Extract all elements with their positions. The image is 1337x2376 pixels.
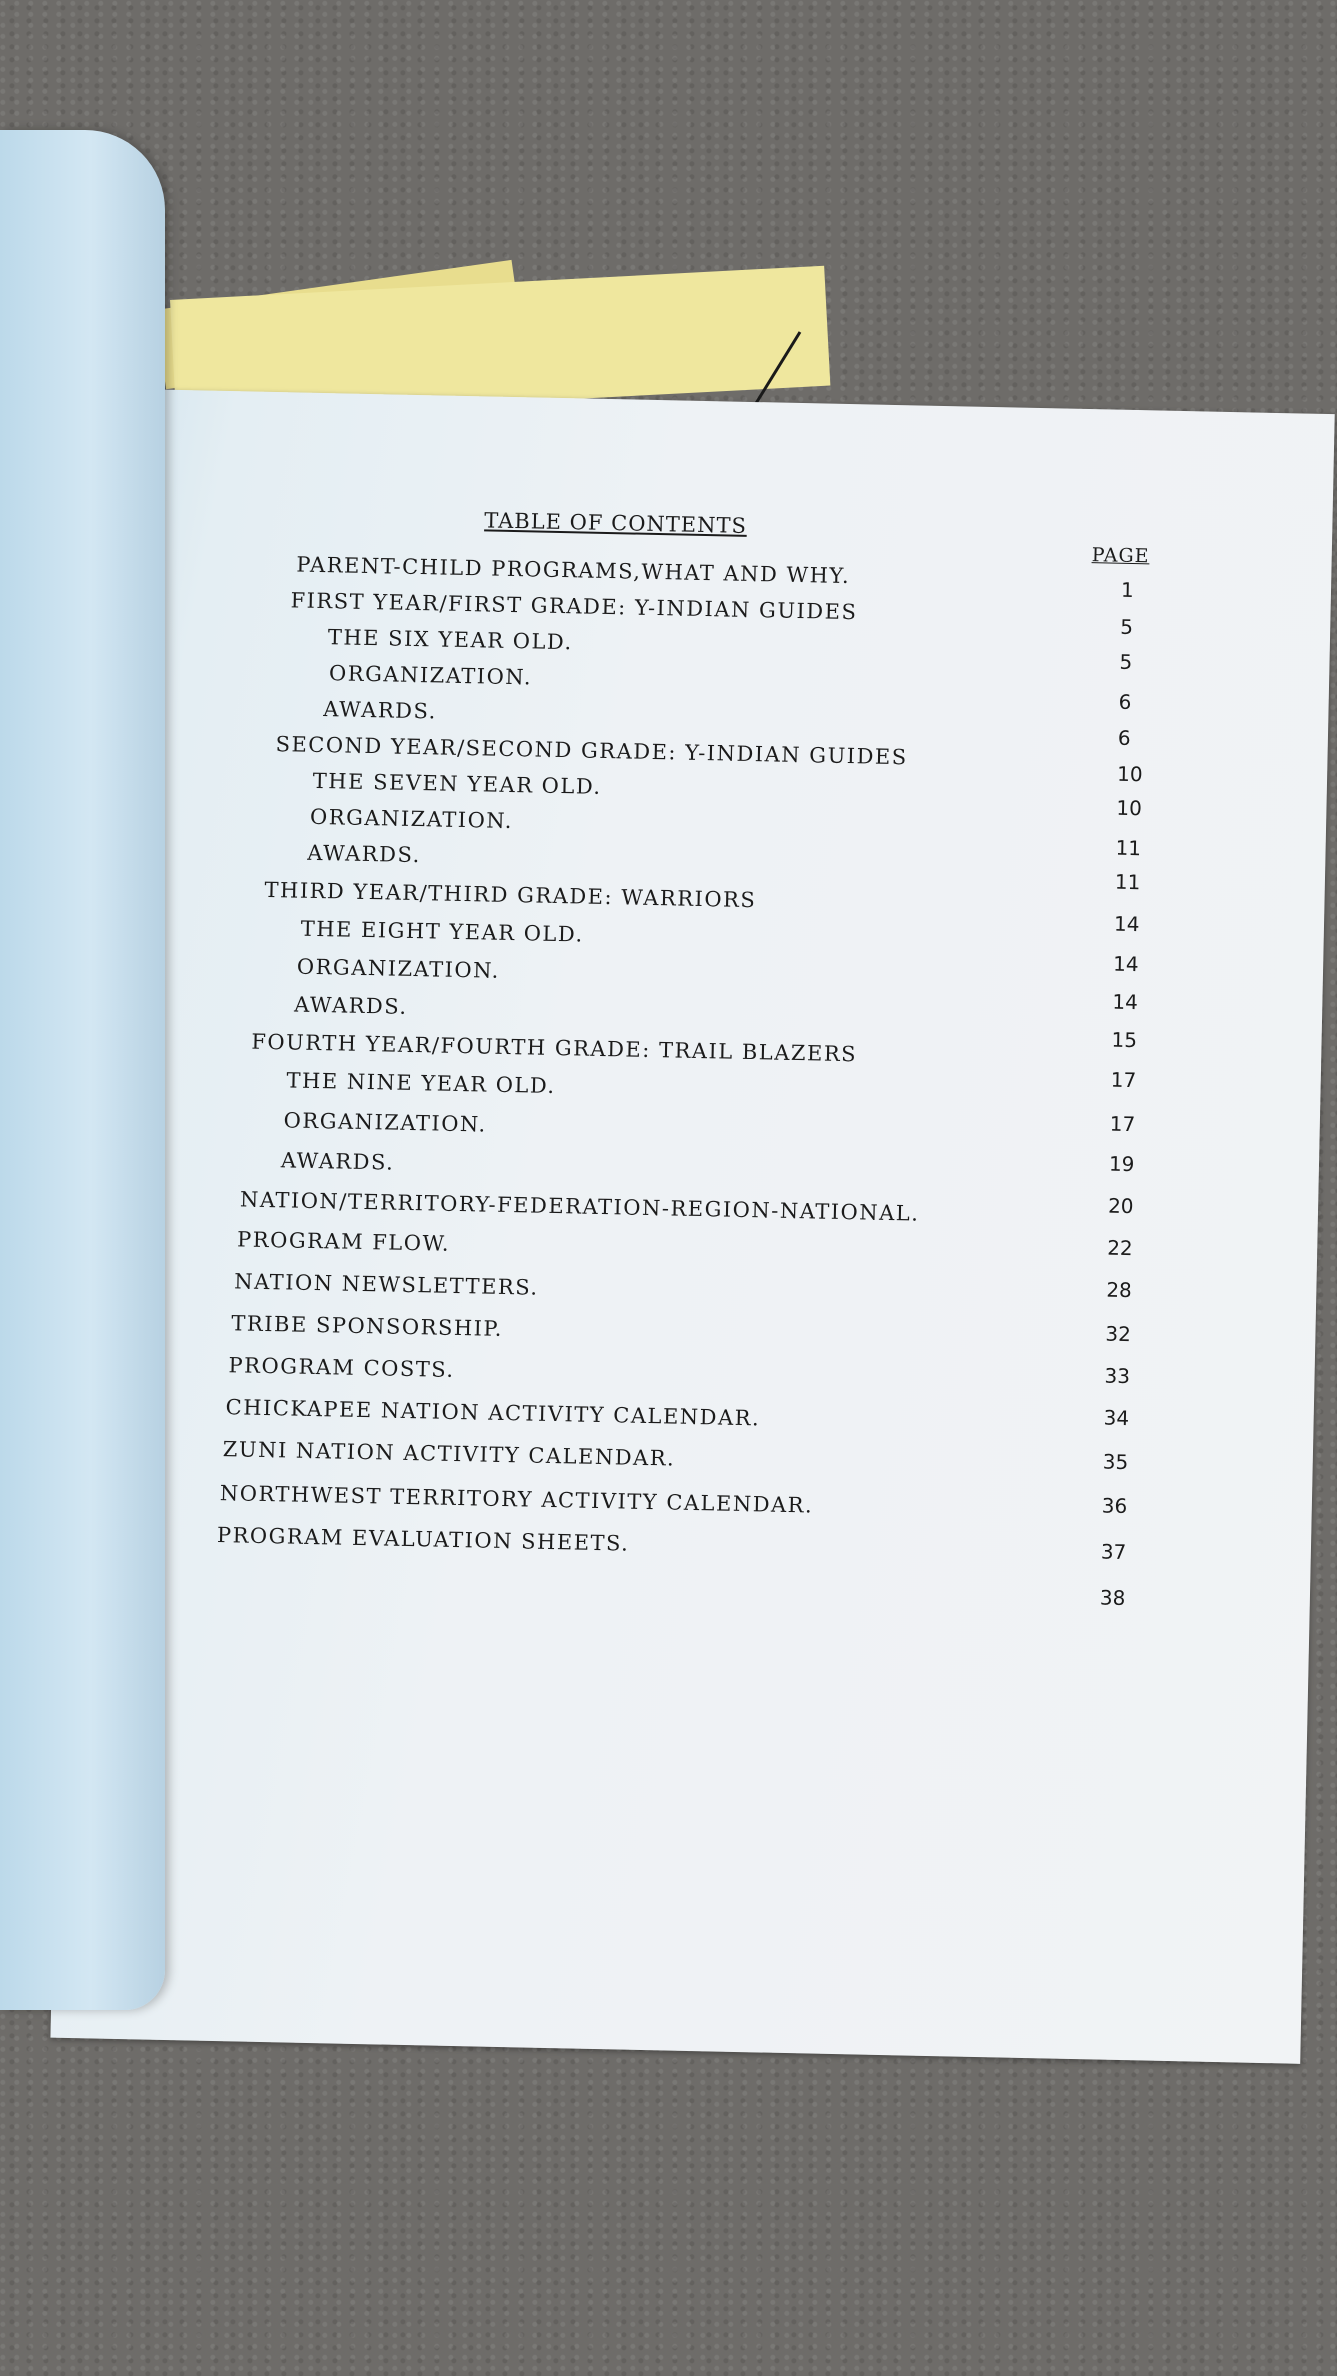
toc-entry-label: AWARDS. (307, 840, 422, 868)
toc-entry-label: AWARDS. (323, 697, 438, 724)
toc-entry-page: 22 (1106, 1235, 1133, 1261)
toc-entry-page: 19 (1108, 1151, 1135, 1177)
toc-entry-label: ORGANIZATION. (283, 1108, 487, 1137)
toc-entry-page: 10 (1116, 795, 1143, 821)
document-page (50, 388, 1334, 2064)
toc-entry-label: ZUNI NATION ACTIVITY CALENDAR. (222, 1437, 676, 1471)
toc-entry-page: 14 (1112, 989, 1139, 1015)
toc-entry-label: ORGANIZATION. (309, 804, 514, 834)
toc-entry-label: AWARDS. (293, 992, 408, 1019)
toc-entry-page: 14 (1113, 911, 1140, 937)
toc-entry-label: PROGRAM EVALUATION SHEETS. (216, 1523, 630, 1556)
page-column-header: PAGE (1091, 544, 1150, 568)
toc-entry-label: PROGRAM FLOW. (236, 1227, 451, 1256)
toc-entry-page: 5 (1119, 649, 1133, 674)
toc-entry-page: 36 (1101, 1493, 1128, 1519)
toc-entry-page: 17 (1110, 1067, 1137, 1093)
toc-entry-page: 32 (1105, 1321, 1132, 1347)
toc-entry-label: THE SIX YEAR OLD. (327, 625, 573, 655)
toc-entry-label: ORGANIZATION. (296, 954, 501, 983)
toc-entry-page: 6 (1118, 689, 1132, 714)
toc-entry-label: THE NINE YEAR OLD. (286, 1068, 556, 1099)
toc-entry-label: PROGRAM COSTS. (228, 1353, 455, 1382)
toc-entry-label: ORGANIZATION. (328, 661, 533, 690)
toc-entry-label: THIRD YEAR/THIRD GRADE: WARRIORS (264, 877, 757, 913)
toc-entry-page: 6 (1117, 725, 1131, 750)
toc-entry-label: THE EIGHT YEAR OLD. (300, 916, 584, 947)
toc-entry-label: AWARDS. (280, 1148, 395, 1175)
toc-entry-page: 11 (1115, 835, 1142, 861)
toc-entry-page: 11 (1114, 869, 1141, 895)
toc-entry-page: 34 (1103, 1405, 1130, 1431)
toc-entry-page: 15 (1111, 1027, 1138, 1053)
toc-entry-label: NATION/TERRITORY-FEDERATION-REGION-NATIONAL. (239, 1187, 920, 1226)
toc-entry-page: 28 (1106, 1277, 1133, 1303)
toc-entry-label: PARENT-CHILD PROGRAMS,WHAT AND WHY. (296, 552, 851, 589)
toc-entry-label: TRIBE SPONSORSHIP. (231, 1311, 504, 1341)
toc-entry-page: 20 (1107, 1193, 1134, 1219)
toc-entry-page: 37 (1100, 1539, 1127, 1565)
toc-title: TABLE OF CONTENTS (484, 508, 748, 538)
toc-entry-label: THE SEVEN YEAR OLD. (312, 768, 602, 799)
toc-entry-page: 35 (1102, 1449, 1129, 1475)
toc-entry-label: NORTHWEST TERRITORY ACTIVITY CALENDAR. (219, 1481, 814, 1518)
toc-entry-label: FIRST YEAR/FIRST GRADE: Y-INDIAN GUIDES (290, 588, 858, 625)
toc-entry-page: 1 (1120, 577, 1134, 603)
toc-entry-label: SECOND YEAR/SECOND GRADE: Y-INDIAN GUIDES (275, 732, 908, 770)
toc-entry-page: 5 (1119, 614, 1134, 639)
toc-entry-label: FOURTH YEAR/FOURTH GRADE: TRAIL BLAZERS (251, 1029, 858, 1067)
page-curl (0, 130, 165, 2010)
toc-entry-label: CHICKAPEE NATION ACTIVITY CALENDAR. (225, 1395, 761, 1431)
toc-entry-page: 38 (1099, 1585, 1126, 1611)
toc-entry-page: 10 (1116, 761, 1143, 787)
toc-entry-page: 33 (1104, 1363, 1131, 1389)
toc-entry-page: 17 (1109, 1111, 1136, 1137)
table-of-contents (50, 388, 1334, 2064)
toc-entry-label: NATION NEWSLETTERS. (234, 1269, 539, 1300)
toc-entry-page: 14 (1112, 951, 1139, 977)
